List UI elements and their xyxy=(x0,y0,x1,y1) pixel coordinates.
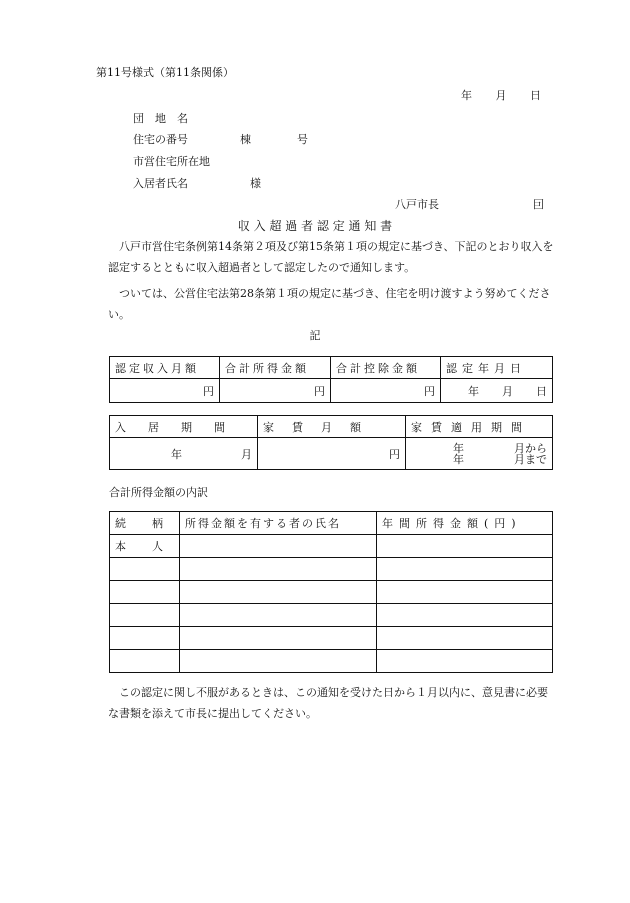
monthly-rent-cell[interactable] xyxy=(258,438,406,470)
table-row xyxy=(110,650,553,673)
relation-cell[interactable] xyxy=(110,627,180,650)
header-certified-income-text: 認定収入月額 xyxy=(115,361,199,375)
header-total-income-text: 合計所得金額 xyxy=(225,361,309,375)
relation-cell[interactable] xyxy=(110,581,180,604)
yen-unit: 円 xyxy=(314,384,325,398)
annual-income-cell[interactable] xyxy=(377,535,553,558)
income-table-header-row xyxy=(110,357,553,379)
header-earner-name-text: 所得金額を有する者の氏名 xyxy=(185,517,341,530)
date-year: 年 xyxy=(461,89,472,102)
table-row xyxy=(110,604,553,627)
ki-mark: 記 xyxy=(309,329,321,342)
apply-from-line xyxy=(411,443,547,454)
date-month: 月 xyxy=(495,89,507,102)
header-total-deduction xyxy=(331,357,441,379)
total-deduction-cell[interactable] xyxy=(331,379,441,403)
house-number-label: 住宅の番号 xyxy=(133,133,188,146)
month-unit: 月 xyxy=(502,384,513,398)
total-income-cell[interactable] xyxy=(220,379,331,403)
rent-table-header-row xyxy=(110,416,553,438)
year-unit: 年 xyxy=(171,447,182,461)
yen-unit: 円 xyxy=(389,447,400,461)
income-table-value-row xyxy=(110,379,553,403)
header-relation xyxy=(110,512,189,535)
table-row xyxy=(110,581,553,604)
annual-income-cell[interactable] xyxy=(377,558,553,581)
income-table xyxy=(109,356,553,403)
date-line xyxy=(461,89,541,102)
apply-to-line xyxy=(411,454,547,465)
body-paragraph-2: ついては、公営住宅法第28条第１項の規定に基づき、住宅を明け渡すよう努めてください。 xyxy=(108,287,551,321)
header-annual-income-text: 年間所得金額(円) xyxy=(382,517,522,530)
header-monthly-rent-text: 家賃月額 xyxy=(263,420,379,434)
location-label: 市営住宅所在地 xyxy=(133,155,210,168)
header-total-income xyxy=(220,357,331,379)
seal-mark: 囙 xyxy=(533,198,544,211)
rent-apply-period-cell[interactable] xyxy=(406,438,553,470)
earner-name-cell[interactable] xyxy=(180,650,377,673)
annual-income-cell[interactable] xyxy=(377,581,553,604)
header-certified-date-text: 認定年月日 xyxy=(446,361,526,375)
earner-name-cell[interactable] xyxy=(180,581,377,604)
table-row xyxy=(110,558,553,581)
annual-income-cell[interactable] xyxy=(377,604,553,627)
year-unit: 年 xyxy=(468,384,479,398)
building-unit-label: 棟 xyxy=(240,133,251,146)
header-earner-name xyxy=(180,512,377,535)
resident-name-label: 入居者氏名 xyxy=(133,177,188,190)
apply-from-year: 年 xyxy=(453,441,464,455)
breakdown-table xyxy=(109,511,553,673)
footer-paragraph: この認定に関し不服があるときは、この通知を受けた日から１月以内に、意見書に必要な書類を添えて市長に提出してください。 xyxy=(108,686,548,720)
date-day: 日 xyxy=(530,89,541,102)
header-residence-period xyxy=(110,416,258,438)
header-rent-apply-period-text: 家賃適用期間 xyxy=(411,420,531,434)
breakdown-label: 合計所得金額の内訳 xyxy=(109,486,208,499)
honorific-label: 様 xyxy=(250,177,261,190)
document-title: 収 入 超 過 者 認 定 通 知 書 xyxy=(237,219,393,233)
earner-name-cell[interactable] xyxy=(180,627,377,650)
earner-name-cell[interactable] xyxy=(180,558,377,581)
table-row xyxy=(110,627,553,650)
header-annual-income xyxy=(377,512,553,535)
issuer-name: 八戸市長 xyxy=(395,198,439,211)
yen-unit: 円 xyxy=(424,384,435,398)
header-residence-period-text: 入居期間 xyxy=(115,420,247,434)
certified-date-cell[interactable] xyxy=(441,379,553,403)
header-total-deduction-text: 合計控除金額 xyxy=(336,361,420,375)
earner-name-cell[interactable] xyxy=(180,535,377,558)
rent-table xyxy=(109,415,553,470)
annual-income-cell[interactable] xyxy=(377,650,553,673)
relation-self-text: 本人 xyxy=(115,540,189,553)
apply-from-month: 月から xyxy=(514,441,547,455)
relation-cell[interactable] xyxy=(110,650,180,673)
breakdown-header-row xyxy=(110,512,553,535)
yen-unit: 円 xyxy=(203,384,214,398)
header-relation-text: 続柄 xyxy=(115,517,189,530)
form-number: 第11号様式（第11条関係） xyxy=(96,66,234,79)
apply-to-month: 月まで xyxy=(514,452,547,466)
header-certified-income xyxy=(110,357,220,379)
estate-name-label: 団 地 名 xyxy=(133,112,188,125)
month-unit: 月 xyxy=(241,447,252,461)
header-monthly-rent xyxy=(258,416,406,438)
number-unit-label: 号 xyxy=(297,133,308,146)
relation-cell[interactable] xyxy=(110,535,189,558)
body-paragraph-1: 八戸市営住宅条例第14条第２項及び第15条第１項の規定に基づき、下記のとおり収入を認定するとともに収入超過者として認定したので通知します。 xyxy=(108,240,554,274)
relation-cell[interactable] xyxy=(110,604,180,627)
apply-to-year: 年 xyxy=(453,452,464,466)
earner-name-cell[interactable] xyxy=(180,604,377,627)
certified-income-cell[interactable] xyxy=(110,379,220,403)
residence-period-cell[interactable] xyxy=(110,438,258,470)
relation-cell[interactable] xyxy=(110,558,180,581)
header-certified-date xyxy=(441,357,553,379)
header-rent-apply-period xyxy=(406,416,553,438)
annual-income-cell[interactable] xyxy=(377,627,553,650)
day-unit: 日 xyxy=(536,384,547,398)
rent-table-value-row xyxy=(110,438,553,470)
table-row xyxy=(110,535,553,558)
